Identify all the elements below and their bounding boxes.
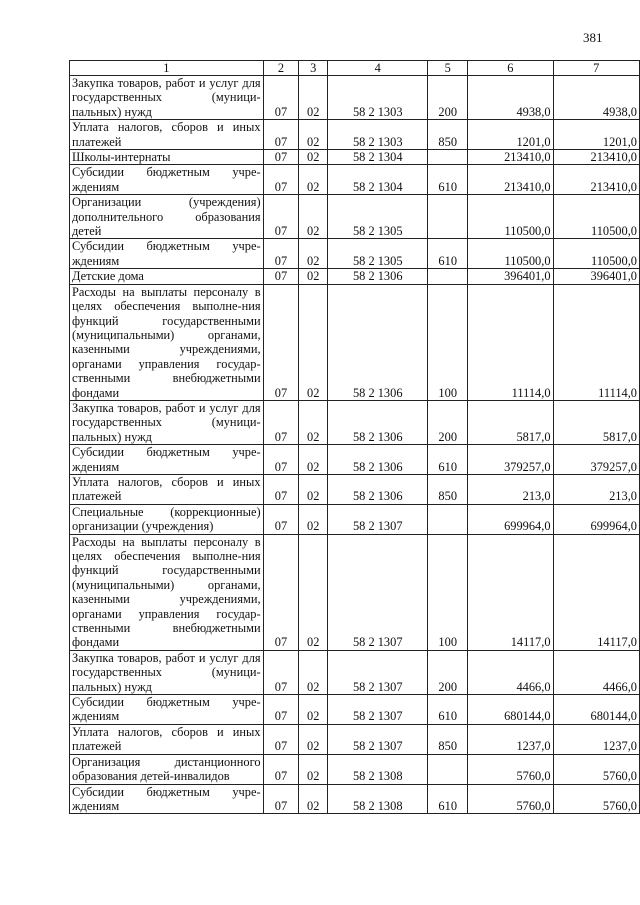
- subsection-code-cell: 02: [299, 269, 328, 284]
- amount-cell: 396401,0: [468, 269, 553, 284]
- amount-cell: 14117,0: [553, 534, 639, 650]
- target-article-cell: 58 2 1304: [328, 150, 428, 165]
- section-code-cell: 07: [263, 269, 299, 284]
- amount-cell: 4466,0: [468, 650, 553, 694]
- target-article-cell: 58 2 1307: [328, 695, 428, 725]
- amount-cell: 699964,0: [468, 504, 553, 534]
- table-row: [70, 695, 640, 725]
- section-code-cell: 07: [263, 695, 299, 725]
- subsection-code-cell: 02: [299, 534, 328, 650]
- section-code-cell: 07: [263, 724, 299, 754]
- amount-cell: 680144,0: [468, 695, 553, 725]
- expenditure-name-cell: Субсидии бюджетным учре-ждениям: [70, 695, 264, 725]
- budget-table: [69, 60, 640, 814]
- subsection-code-cell: 02: [299, 784, 328, 814]
- column-header: 2: [263, 61, 299, 76]
- expense-type-cell: 610: [428, 165, 468, 195]
- amount-cell: 213410,0: [468, 150, 553, 165]
- target-article-cell: 58 2 1306: [328, 474, 428, 504]
- expenditure-name-cell: Закупка товаров, работ и услуг для государственных (муници-пальных) нужд: [70, 650, 264, 694]
- amount-cell: 110500,0: [468, 195, 553, 239]
- target-article-cell: 58 2 1305: [328, 195, 428, 239]
- table-row: [70, 534, 640, 650]
- target-article-cell: 58 2 1306: [328, 269, 428, 284]
- amount-cell: 5760,0: [468, 784, 553, 814]
- subsection-code-cell: 02: [299, 474, 328, 504]
- expenditure-name-cell: Организации (учреждения) дополнительного образования детей: [70, 195, 264, 239]
- expense-type-cell: [428, 754, 468, 784]
- amount-cell: 396401,0: [553, 269, 639, 284]
- amount-cell: 11114,0: [553, 284, 639, 400]
- expenditure-name-cell: Закупка товаров, работ и услуг для государственных (муници-пальных) нужд: [70, 76, 264, 120]
- target-article-cell: 58 2 1308: [328, 754, 428, 784]
- amount-cell: 5760,0: [553, 784, 639, 814]
- amount-cell: 1237,0: [553, 724, 639, 754]
- subsection-code-cell: 02: [299, 724, 328, 754]
- section-code-cell: 07: [263, 239, 299, 269]
- expense-type-cell: 100: [428, 534, 468, 650]
- table-row: [70, 784, 640, 814]
- amount-cell: 1201,0: [468, 120, 553, 150]
- table-row: [70, 76, 640, 120]
- expenditure-name-cell: Субсидии бюджетным учре-ждениям: [70, 239, 264, 269]
- subsection-code-cell: 02: [299, 695, 328, 725]
- column-header: 4: [328, 61, 428, 76]
- section-code-cell: 07: [263, 650, 299, 694]
- target-article-cell: 58 2 1304: [328, 165, 428, 195]
- amount-cell: 110500,0: [553, 195, 639, 239]
- expenditure-name-cell: Субсидии бюджетным учре-ждениям: [70, 165, 264, 195]
- target-article-cell: 58 2 1303: [328, 76, 428, 120]
- target-article-cell: 58 2 1307: [328, 650, 428, 694]
- target-article-cell: 58 2 1307: [328, 534, 428, 650]
- page-number: 381: [583, 30, 603, 45]
- table-row: [70, 400, 640, 444]
- table-row: [70, 724, 640, 754]
- target-article-cell: 58 2 1306: [328, 400, 428, 444]
- subsection-code-cell: 02: [299, 195, 328, 239]
- expense-type-cell: 200: [428, 400, 468, 444]
- section-code-cell: 07: [263, 474, 299, 504]
- subsection-code-cell: 02: [299, 120, 328, 150]
- column-number-row: [70, 61, 640, 76]
- section-code-cell: 07: [263, 784, 299, 814]
- target-article-cell: 58 2 1305: [328, 239, 428, 269]
- expenditure-name-cell: Расходы на выплаты персоналу в целях обеспечения выполне-ния функций государственными (муниципальными) органами, казенными учреждениями, органами управления государ-ственными внебюджетными фондами: [70, 534, 264, 650]
- target-article-cell: 58 2 1307: [328, 504, 428, 534]
- section-code-cell: 07: [263, 165, 299, 195]
- section-code-cell: 07: [263, 195, 299, 239]
- expense-type-cell: [428, 504, 468, 534]
- section-code-cell: 07: [263, 534, 299, 650]
- expense-type-cell: 850: [428, 724, 468, 754]
- amount-cell: 5760,0: [553, 754, 639, 784]
- column-header: 3: [299, 61, 328, 76]
- table-body: [70, 76, 640, 814]
- amount-cell: 1237,0: [468, 724, 553, 754]
- amount-cell: 4938,0: [553, 76, 639, 120]
- amount-cell: 379257,0: [553, 445, 639, 475]
- expenditure-name-cell: Детские дома: [70, 269, 264, 284]
- expenditure-name-cell: Расходы на выплаты персоналу в целях обеспечения выполне-ния функций государственными (муниципальными) органами, казенными учреждениями, органами управления государ-ственными внебюджетными фондами: [70, 284, 264, 400]
- expense-type-cell: 200: [428, 650, 468, 694]
- column-header: 1: [70, 61, 264, 76]
- section-code-cell: 07: [263, 76, 299, 120]
- target-article-cell: 58 2 1306: [328, 284, 428, 400]
- expenditure-name-cell: Специальные (коррекционные) организации (учреждения): [70, 504, 264, 534]
- amount-cell: 4938,0: [468, 76, 553, 120]
- expense-type-cell: 610: [428, 784, 468, 814]
- expense-type-cell: 850: [428, 120, 468, 150]
- section-code-cell: 07: [263, 754, 299, 784]
- amount-cell: 110500,0: [553, 239, 639, 269]
- amount-cell: 680144,0: [553, 695, 639, 725]
- table-row: [70, 445, 640, 475]
- section-code-cell: 07: [263, 150, 299, 165]
- target-article-cell: 58 2 1307: [328, 724, 428, 754]
- table-row: [70, 120, 640, 150]
- expenditure-name-cell: Школы-интернаты: [70, 150, 264, 165]
- subsection-code-cell: 02: [299, 445, 328, 475]
- table-row: [70, 474, 640, 504]
- amount-cell: 213410,0: [553, 165, 639, 195]
- expense-type-cell: 850: [428, 474, 468, 504]
- table-row: [70, 165, 640, 195]
- amount-cell: 213,0: [468, 474, 553, 504]
- section-code-cell: 07: [263, 504, 299, 534]
- amount-cell: 213410,0: [553, 150, 639, 165]
- subsection-code-cell: 02: [299, 239, 328, 269]
- section-code-cell: 07: [263, 284, 299, 400]
- expense-type-cell: 200: [428, 76, 468, 120]
- expense-type-cell: [428, 150, 468, 165]
- amount-cell: 213,0: [553, 474, 639, 504]
- column-header: 5: [428, 61, 468, 76]
- section-code-cell: 07: [263, 120, 299, 150]
- subsection-code-cell: 02: [299, 76, 328, 120]
- table-row: [70, 754, 640, 784]
- table-row: [70, 284, 640, 400]
- table-row: [70, 195, 640, 239]
- amount-cell: 1201,0: [553, 120, 639, 150]
- expense-type-cell: [428, 195, 468, 239]
- table-row: [70, 504, 640, 534]
- expense-type-cell: 610: [428, 239, 468, 269]
- table-row: [70, 269, 640, 284]
- table-row: [70, 239, 640, 269]
- amount-cell: 699964,0: [553, 504, 639, 534]
- target-article-cell: 58 2 1308: [328, 784, 428, 814]
- table-row: [70, 150, 640, 165]
- target-article-cell: 58 2 1306: [328, 445, 428, 475]
- amount-cell: 5817,0: [468, 400, 553, 444]
- amount-cell: 4466,0: [553, 650, 639, 694]
- amount-cell: 213410,0: [468, 165, 553, 195]
- subsection-code-cell: 02: [299, 400, 328, 444]
- expense-type-cell: [428, 269, 468, 284]
- expense-type-cell: 610: [428, 695, 468, 725]
- expenditure-name-cell: Уплата налогов, сборов и иных платежей: [70, 120, 264, 150]
- expenditure-name-cell: Уплата налогов, сборов и иных платежей: [70, 474, 264, 504]
- amount-cell: 5817,0: [553, 400, 639, 444]
- column-header: 7: [553, 61, 639, 76]
- table-row: [70, 650, 640, 694]
- expenditure-name-cell: Организация дистанционного образования детей-инвалидов: [70, 754, 264, 784]
- expenditure-name-cell: Субсидии бюджетным учре-ждениям: [70, 784, 264, 814]
- expenditure-name-cell: Закупка товаров, работ и услуг для государственных (муници-пальных) нужд: [70, 400, 264, 444]
- amount-cell: 110500,0: [468, 239, 553, 269]
- subsection-code-cell: 02: [299, 504, 328, 534]
- section-code-cell: 07: [263, 445, 299, 475]
- amount-cell: 5760,0: [468, 754, 553, 784]
- subsection-code-cell: 02: [299, 150, 328, 165]
- expenditure-name-cell: Уплата налогов, сборов и иных платежей: [70, 724, 264, 754]
- subsection-code-cell: 02: [299, 650, 328, 694]
- subsection-code-cell: 02: [299, 165, 328, 195]
- subsection-code-cell: 02: [299, 754, 328, 784]
- target-article-cell: 58 2 1303: [328, 120, 428, 150]
- amount-cell: 14117,0: [468, 534, 553, 650]
- expense-type-cell: 610: [428, 445, 468, 475]
- subsection-code-cell: 02: [299, 284, 328, 400]
- expenditure-name-cell: Субсидии бюджетным учре-ждениям: [70, 445, 264, 475]
- expense-type-cell: 100: [428, 284, 468, 400]
- column-header: 6: [468, 61, 553, 76]
- amount-cell: 11114,0: [468, 284, 553, 400]
- section-code-cell: 07: [263, 400, 299, 444]
- amount-cell: 379257,0: [468, 445, 553, 475]
